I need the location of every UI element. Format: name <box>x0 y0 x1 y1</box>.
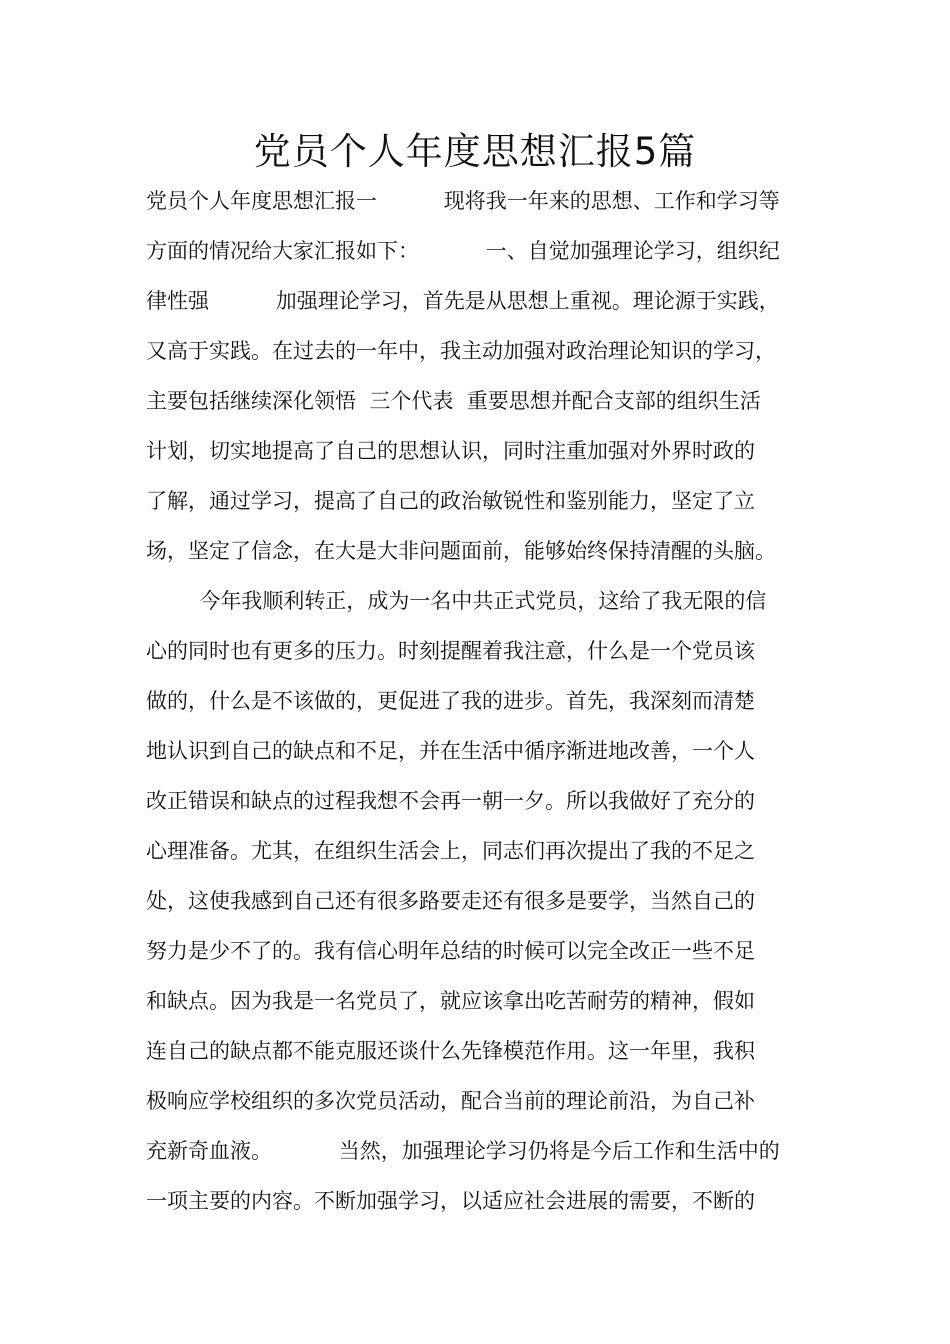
body-line: 处，这使我感到自己还有很多路要走还有很多是要学，当然自己的 <box>146 889 755 913</box>
body-line: 改正错误和缺点的过程我想不会再一朝一夕。所以我做好了充分的 <box>146 789 755 813</box>
body-line: 又高于实践。在过去的一年中，我主动加强对政治理论知识的学习， <box>146 339 776 363</box>
body-line: 计划，切实地提高了自己的思想认识，同时注重加强对外界时政的 <box>146 439 755 463</box>
body-line: 充新奇血液。 当然，加强理论学习仍将是今后工作和生活中的 <box>146 1139 780 1163</box>
body-line: 一项主要的内容。不断加强学习，以适应社会进展的需要，不断的 <box>146 1189 755 1213</box>
body-line: 连自己的缺点都不能克服还谈什么先锋模范作用。这一年里，我积 <box>146 1039 755 1063</box>
body-line: 做的，什么是不该做的，更促进了我的进步。首先，我深刻而清楚 <box>146 689 755 713</box>
body-line: 极响应学校组织的多次党员活动，配合当前的理论前沿，为自己补 <box>146 1089 755 1113</box>
body-line: 和缺点。因为我是一名党员了，就应该拿出吃苦耐劳的精神，假如 <box>146 989 755 1013</box>
body-line: 心理准备。尤其，在组织生活会上，同志们再次提出了我的不足之 <box>146 839 755 863</box>
body-line: 了解，通过学习，提高了自己的政治敏锐性和鉴别能力，坚定了立 <box>146 489 755 513</box>
body-line: 今年我顺利转正，成为一名中共正式党员，这给了我无限的信 <box>146 589 767 613</box>
body-line: 方面的情况给大家汇报如下： 一、自觉加强理论学习，组织纪 <box>146 239 780 263</box>
body-line: 场，坚定了信念，在大是大非问题面前，能够始终保持清醒的头脑。 <box>146 539 776 563</box>
body-line: 党员个人年度思想汇报一 现将我一年来的思想、工作和学习等 <box>146 189 780 213</box>
body-line: 努力是少不了的。我有信心明年总结的时候可以完全改正一些不足 <box>146 939 755 963</box>
body-line: 地认识到自己的缺点和不足，并在生活中循序渐进地改善，一个人 <box>146 739 755 763</box>
body-line: 心的同时也有更多的压力。时刻提醒着我注意，什么是一个党员该 <box>146 639 755 663</box>
document-title: 党员个人年度思想汇报5篇 <box>253 130 697 173</box>
body-line: 主要包括继续深化领悟 三个代表 重要思想并配合支部的组织生活 <box>146 389 761 413</box>
body-line: 律性强 加强理论学习，首先是从思想上重视。理论源于实践， <box>146 289 780 313</box>
